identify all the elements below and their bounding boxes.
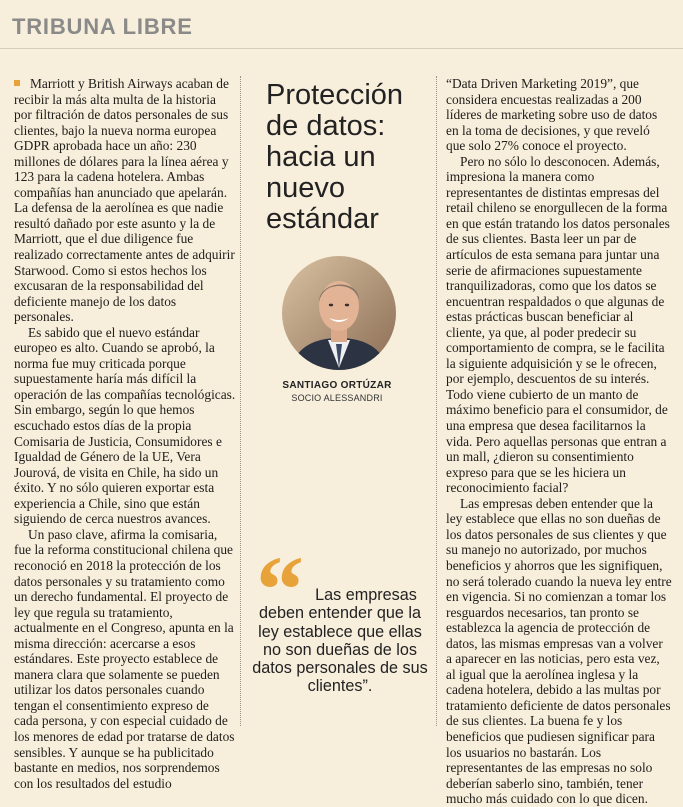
article-paragraph: Es sabido que el nuevo estándar europeo es alto. Cuando se aprobó, la norma fue muy criticada porque supuestamente haría más difícil la operación de las compañías tecnológicas. Sin embargo, según lo que hemos escuchado estos días de la propia Comisaria de Justicia, Consumidores e Igualdad de Género de la UE, Vera Jourová, de visita en Chile, ha sido un éxito. Y no sólo quieren exportar esta experiencia a Chile, sino que están siguiendo de cerca nuestros avances. xyxy=(14,324,236,527)
article-headline: Protección de datos: hacia un nuevo estándar xyxy=(266,79,404,235)
article-paragraph: Un paso clave, afirma la comisaria, fue la reforma constitucional chilena que reconoció en 2018 la protección de los datos personales y su tratamiento como un derecho fundamental. El proyecto de ley que regula su tratamiento, actualmente en el Congreso, apunta en la misma dirección: acercarse a esos estándares. Este proyecto establece de manera clara que solamente se pueden utilizar los datos personales cuando tengan el consentimiento expreso de cada persona, y con especial cuidado de los menores de edad por tratarse de datos sensibles. Y aunque se ha publicitado bastante en medios, nos sorprendemos con los resultados del estudio xyxy=(14,526,235,791)
author-portrait-illustration xyxy=(282,256,396,370)
article-paragraph: Las empresas deben entender que la ley establece que ellas no son dueñas de los datos personales de sus clientes y que su manejo no autorizado, por muchos beneficios y ahorros que les signifiquen, no será tolerado cuando la nueva ley entre en vigencia. Si no comienzan a tomar los resguardos necesarios, tan pronto se establezca la agencia de protección de datos, las mismas empresas van a volver a aparecer en las noticias, pero esta vez, al igual que la aerolínea inglesa y la cadena hotelera, debido a las multas por tratamiento deficiente de datos personales de sus clientes. La buena fe y los beneficios que pudiesen significar para los usuarios no bastarán. Los representantes de las empresas no solo deberían saberlo sino, también, tener mucho más cuidado con lo que dicen. xyxy=(446,495,672,807)
author-name: SANTIAGO ORTÚZAR xyxy=(282,380,392,391)
author-byline xyxy=(262,380,412,403)
author-role: SOCIO ALESSANDRI xyxy=(291,393,383,403)
pull-quote: Las empresas deben entender que la ley establece que ellas no son dueñas de los datos personales de sus clientes”. xyxy=(252,586,428,696)
author-portrait xyxy=(282,256,396,370)
paragraph-text: Marriott y British Airways acaban de recibir la más alta multa de la historia por filtración de datos personales de sus clientes, bajo la nueva norma europea GDPR aprobada hace un año: 230 millones de dólares para la línea aérea y 123 para la cadena hotelera. Ambas compañías han anunciado que apelarán. La defensa de la aerolínea es que nadie resultó dañado por este asunto y la de Marriott, que el due diligence fue realizado correctamente antes de adquirir Starwood. Como si estos hechos los excusaran de la responsabilidad del deficiente manejo de los datos personales. xyxy=(14,76,235,325)
article-paragraph: Pero no sólo lo desconocen. Además, impresiona la manera como representantes de distintas empresas del retail chileno se enorgullecen de la forma en que están tratando los datos personales de sus clientes. Basta leer un par de artículos de esta semana para juntar una serie de afirmaciones supuestamente tranquilizadoras, como que los datos se encuentran respaldados o que algunas de estas prácticas buscan beneficiar al cliente, ya que, al poder predecir su comportamiento de compra, se le facilita la siguiente adquisición y se le ofrecen, por ejemplo, descuentos de su interés. Todo viene cubierto de un manto de máximo beneficio para el consumidor, de una empresa que desea facilitarnos la vida. Pero aquellas personas que entran a un mall, ¿dieron su consentimiento expreso para que se les hiciera un reconocimiento facial? xyxy=(446,153,670,496)
article-paragraph xyxy=(14,76,236,325)
column-divider xyxy=(240,76,241,726)
article-paragraph: “Data Driven Marketing 2019”, que considera encuestas realizadas a 200 líderes de marketing sobre uso de datos en la toma de decisiones, y que reveló que solo 27% conoce el proyecto. xyxy=(446,76,658,154)
quotation-mark-icon: “ xyxy=(256,536,304,643)
column-divider xyxy=(436,76,437,726)
article-column-left xyxy=(14,76,236,791)
square-bullet-icon xyxy=(14,80,20,86)
article-column-right xyxy=(446,76,672,807)
header-divider xyxy=(0,48,683,49)
section-title: TRIBUNA LIBRE xyxy=(12,14,193,39)
